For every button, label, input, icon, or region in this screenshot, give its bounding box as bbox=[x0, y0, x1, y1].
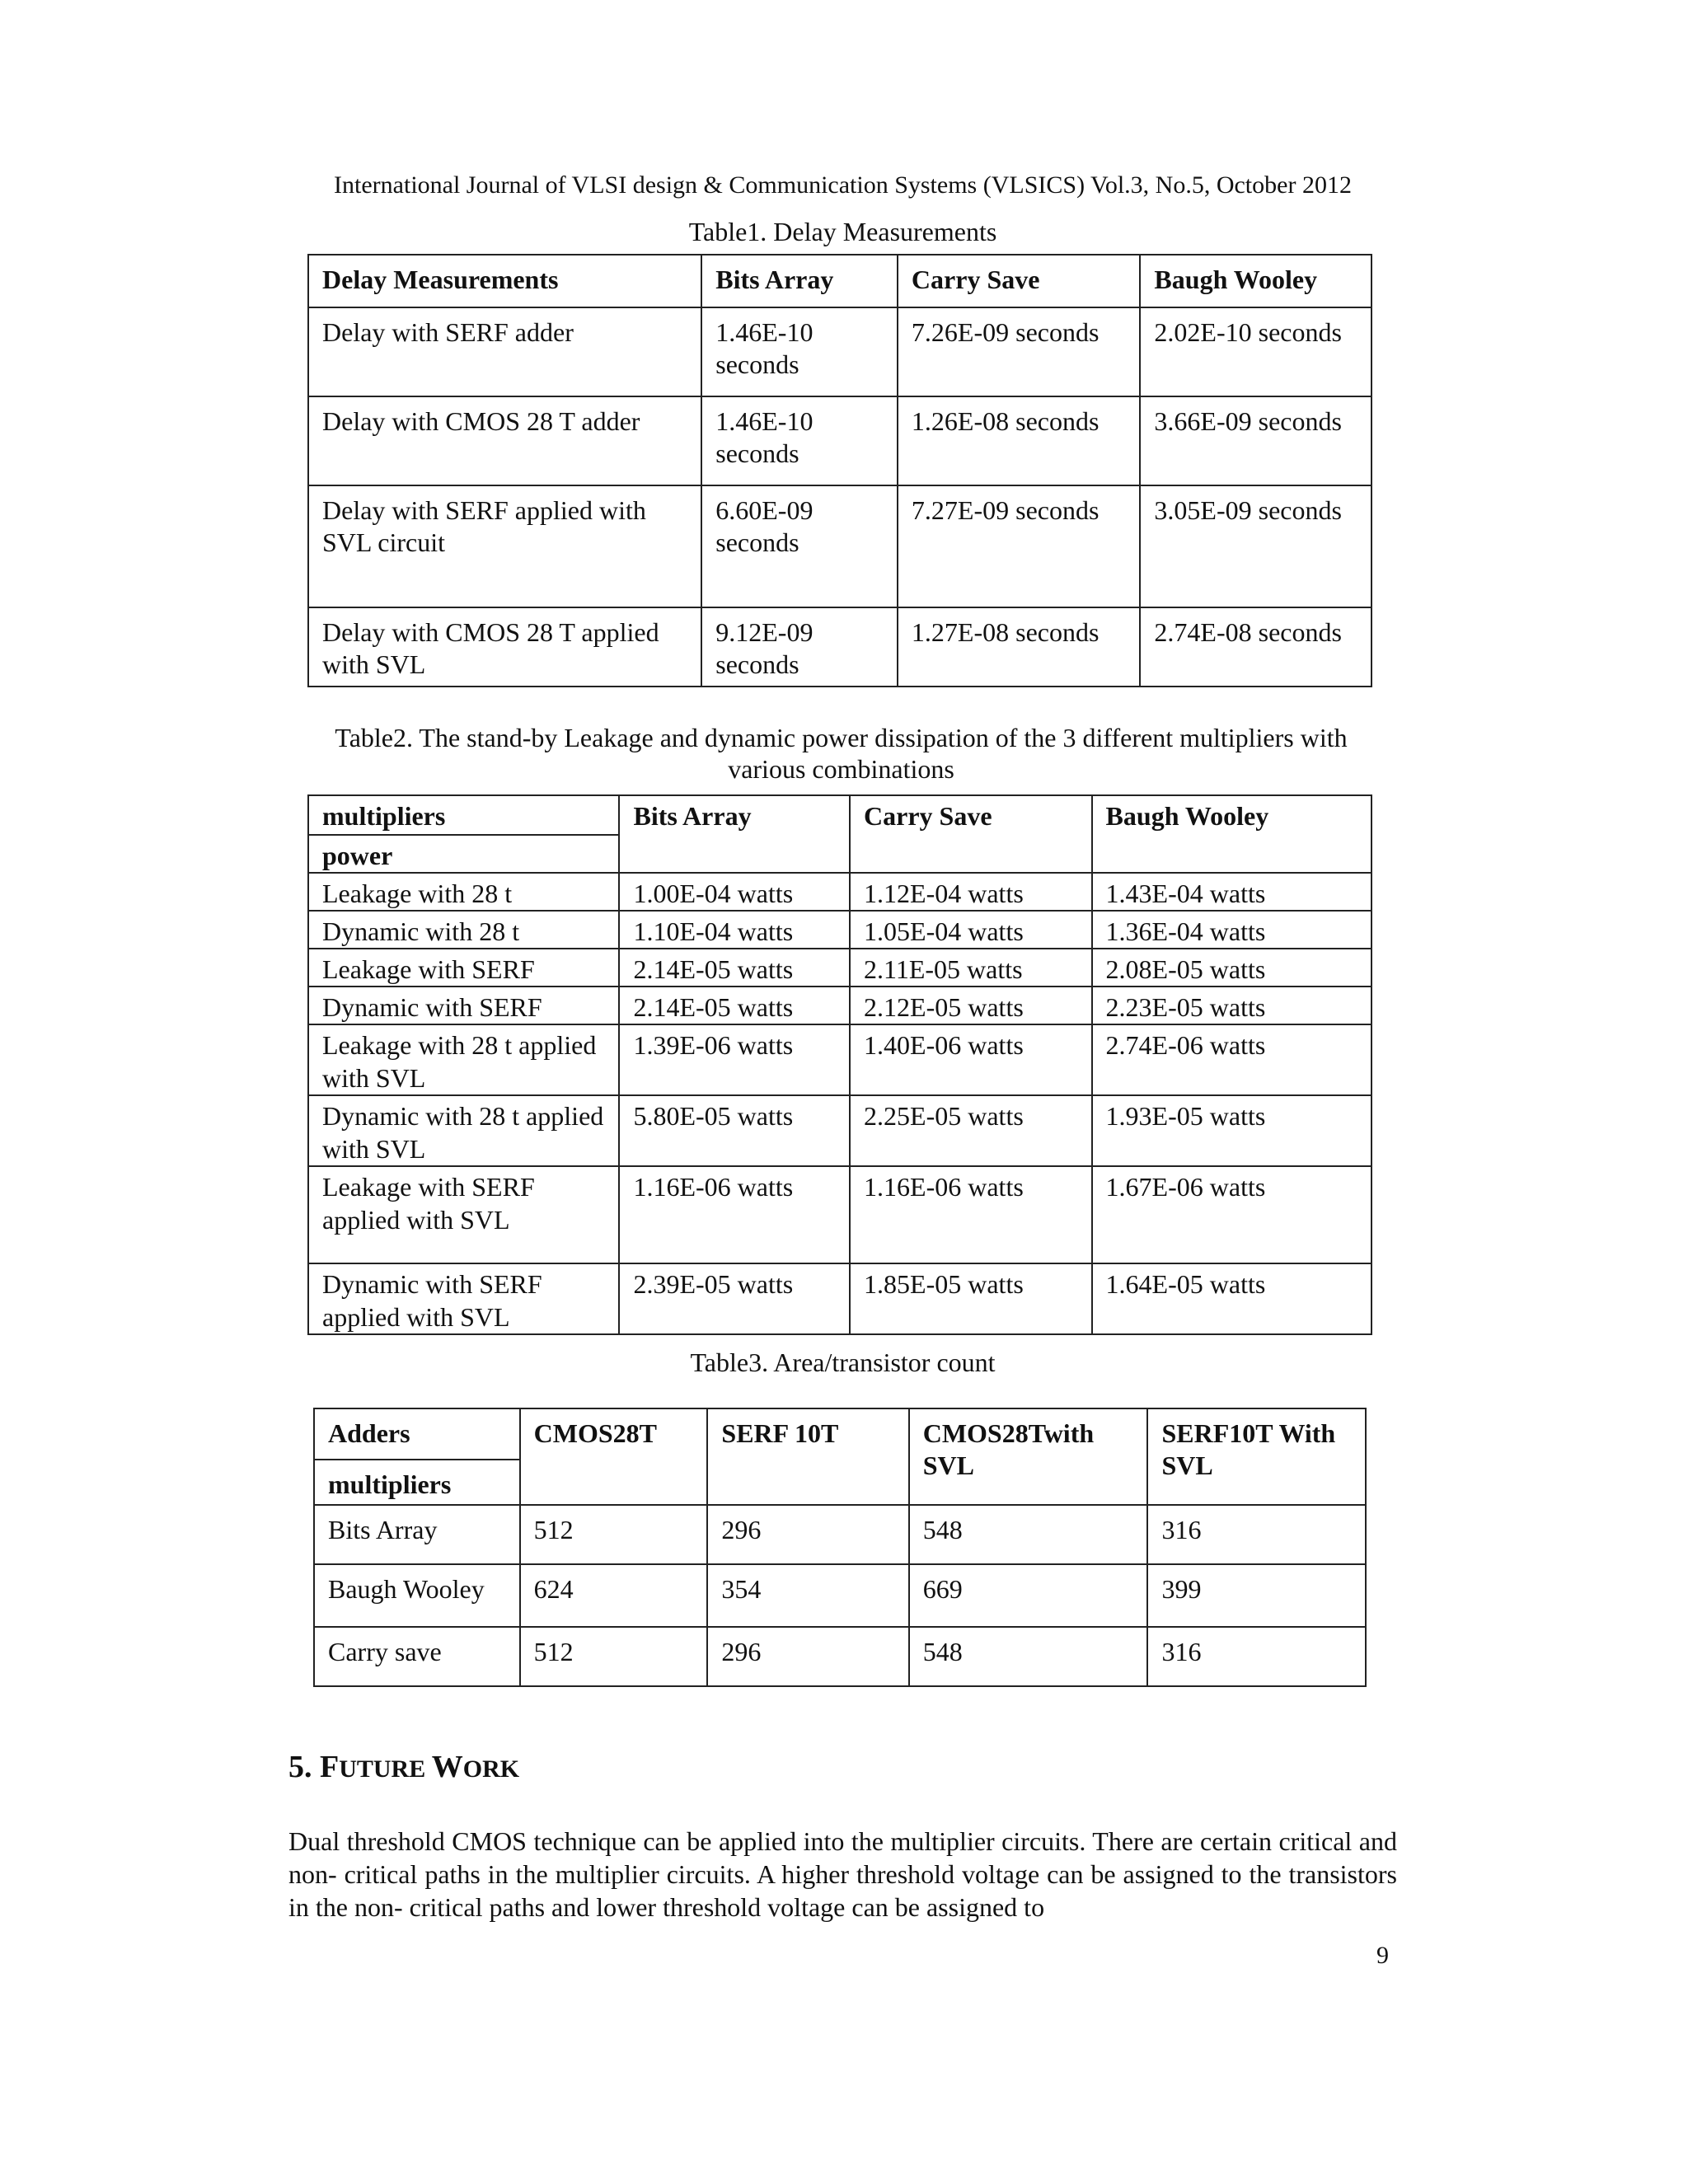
section-title-part: UTURE bbox=[339, 1755, 432, 1783]
table-row bbox=[314, 1564, 1366, 1627]
table3 bbox=[313, 1408, 1367, 1687]
section-title-part: F bbox=[320, 1750, 340, 1784]
table1-caption: Table1. Delay Measurements bbox=[688, 217, 997, 246]
table1-cell: 7.27E-09 seconds bbox=[898, 485, 1141, 607]
table3-corner-top: Adders bbox=[314, 1408, 520, 1460]
table2-cell: Dynamic with 28 t bbox=[308, 911, 619, 949]
table2-header-row bbox=[308, 795, 1372, 835]
table2-cell: 2.14E-05 watts bbox=[619, 987, 850, 1024]
table-row bbox=[308, 1095, 1372, 1166]
table1-header-cell: Baugh Wooley bbox=[1140, 255, 1372, 307]
table-row bbox=[308, 987, 1372, 1024]
table-row bbox=[308, 1166, 1372, 1263]
page-number: 9 bbox=[1376, 1942, 1389, 1969]
section-title-part: ORK bbox=[462, 1755, 520, 1783]
table1 bbox=[307, 254, 1372, 687]
table2-cell: 1.05E-04 watts bbox=[850, 911, 1092, 949]
table-row bbox=[314, 1627, 1366, 1686]
table2-cell: 1.16E-06 watts bbox=[619, 1166, 850, 1263]
table2-cell: 2.23E-05 watts bbox=[1092, 987, 1372, 1024]
table2-cell: 1.39E-06 watts bbox=[619, 1024, 850, 1095]
table1-cell: Delay with CMOS 28 T applied with SVL bbox=[308, 607, 701, 687]
table1-cell: 9.12E-09 seconds bbox=[701, 607, 898, 687]
table2-cell: 1.85E-05 watts bbox=[850, 1263, 1092, 1334]
table-row bbox=[308, 1024, 1372, 1095]
table3-cell: 624 bbox=[520, 1564, 708, 1627]
table2-cell: 1.40E-06 watts bbox=[850, 1024, 1092, 1095]
table2-cell: 1.10E-04 watts bbox=[619, 911, 850, 949]
table2-cell: 1.64E-05 watts bbox=[1092, 1263, 1372, 1334]
table1-cell: 7.26E-09 seconds bbox=[898, 307, 1141, 396]
running-head: International Journal of VLSI design & Communication Systems (VLSICS) Vol.3, No.5, October 2012 bbox=[334, 171, 1352, 199]
table2-cell: Dynamic with SERF bbox=[308, 987, 619, 1024]
section-title-part: W bbox=[431, 1750, 463, 1784]
table1-cell: 1.46E-10 seconds bbox=[701, 396, 898, 485]
table3-cell: 296 bbox=[707, 1505, 908, 1564]
table2-cell: 2.39E-05 watts bbox=[619, 1263, 850, 1334]
table2-cell: 1.12E-04 watts bbox=[850, 873, 1092, 911]
table2-caption: Table2. The stand-by Leakage and dynamic power dissipation of the 3 different multipliers with various combinations bbox=[335, 723, 1348, 784]
table2-cell: 2.25E-05 watts bbox=[850, 1095, 1092, 1166]
table1-cell: 3.05E-09 seconds bbox=[1140, 485, 1372, 607]
table1-cell: Delay with SERF applied with SVL circuit bbox=[308, 485, 701, 607]
table3-header-row bbox=[314, 1408, 1366, 1460]
table-row bbox=[308, 396, 1372, 485]
table3-corner-bottom: multipliers bbox=[314, 1460, 520, 1505]
table1-cell: 3.66E-09 seconds bbox=[1140, 396, 1372, 485]
table2-cell: 2.14E-05 watts bbox=[619, 949, 850, 987]
table-row bbox=[314, 1505, 1366, 1564]
table3-cell: 512 bbox=[520, 1505, 708, 1564]
table2-cell: Dynamic with SERF applied with SVL bbox=[308, 1263, 619, 1334]
table1-cell: 2.74E-08 seconds bbox=[1140, 607, 1372, 687]
table3-header-cell: CMOS28Twith SVL bbox=[909, 1408, 1148, 1505]
table2-cell: Leakage with 28 t applied with SVL bbox=[308, 1024, 619, 1095]
table-row bbox=[308, 1263, 1372, 1334]
table1-header-cell: Bits Array bbox=[701, 255, 898, 307]
table2-cell: 1.36E-04 watts bbox=[1092, 911, 1372, 949]
table1-header-cell: Delay Measurements bbox=[308, 255, 701, 307]
table2-cell: 1.93E-05 watts bbox=[1092, 1095, 1372, 1166]
table2-cell: 1.00E-04 watts bbox=[619, 873, 850, 911]
table2 bbox=[307, 794, 1372, 1335]
table3-header-cell: SERF 10T bbox=[707, 1408, 908, 1505]
table2-corner-top: multipliers bbox=[308, 795, 619, 835]
table3-cell: Bits Array bbox=[314, 1505, 520, 1564]
table1-cell: 2.02E-10 seconds bbox=[1140, 307, 1372, 396]
table2-header-cell: Carry Save bbox=[850, 795, 1092, 873]
table2-cell: 2.12E-05 watts bbox=[850, 987, 1092, 1024]
table2-cell: Leakage with 28 t bbox=[308, 873, 619, 911]
section-heading bbox=[288, 1749, 519, 1785]
table3-cell: 354 bbox=[707, 1564, 908, 1627]
table3-header-cell: CMOS28T bbox=[520, 1408, 708, 1505]
table2-cell: 2.08E-05 watts bbox=[1092, 949, 1372, 987]
table2-header-cell: Bits Array bbox=[619, 795, 850, 873]
table1-cell: Delay with SERF adder bbox=[308, 307, 701, 396]
table-row bbox=[308, 485, 1372, 607]
section-number: 5. bbox=[288, 1750, 320, 1784]
table3-cell: 548 bbox=[909, 1505, 1148, 1564]
table1-cell: Delay with CMOS 28 T adder bbox=[308, 396, 701, 485]
table3-cell: 399 bbox=[1147, 1564, 1366, 1627]
table1-cell: 1.26E-08 seconds bbox=[898, 396, 1141, 485]
table1-cell: 1.27E-08 seconds bbox=[898, 607, 1141, 687]
table3-cell: Carry save bbox=[314, 1627, 520, 1686]
table1-header-cell: Carry Save bbox=[898, 255, 1141, 307]
table2-cell: 2.11E-05 watts bbox=[850, 949, 1092, 987]
table3-header-cell: SERF10T With SVL bbox=[1147, 1408, 1366, 1505]
table2-cell: 1.67E-06 watts bbox=[1092, 1166, 1372, 1263]
table3-cell: 316 bbox=[1147, 1505, 1366, 1564]
table3-cell: 548 bbox=[909, 1627, 1148, 1686]
table2-cell: Dynamic with 28 t applied with SVL bbox=[308, 1095, 619, 1166]
table2-cell: 2.74E-06 watts bbox=[1092, 1024, 1372, 1095]
table2-cell: Leakage with SERF bbox=[308, 949, 619, 987]
table3-cell: 669 bbox=[909, 1564, 1148, 1627]
table3-cell: Baugh Wooley bbox=[314, 1564, 520, 1627]
table-row bbox=[308, 607, 1372, 687]
table1-cell: 6.60E-09 seconds bbox=[701, 485, 898, 607]
table2-corner-bottom: power bbox=[308, 835, 619, 873]
table2-header-cell: Baugh Wooley bbox=[1092, 795, 1372, 873]
table3-caption: Table3. Area/transistor count bbox=[690, 1347, 996, 1377]
table3-cell: 316 bbox=[1147, 1627, 1366, 1686]
table-row bbox=[308, 911, 1372, 949]
table-row bbox=[308, 873, 1372, 911]
table2-cell: 1.43E-04 watts bbox=[1092, 873, 1372, 911]
table2-cell: 1.16E-06 watts bbox=[850, 1166, 1092, 1263]
table-row bbox=[308, 307, 1372, 396]
table-row bbox=[308, 949, 1372, 987]
table2-cell: Leakage with SERF applied with SVL bbox=[308, 1166, 619, 1263]
table1-header-row bbox=[308, 255, 1372, 307]
table1-cell: 1.46E-10 seconds bbox=[701, 307, 898, 396]
section-paragraph: Dual threshold CMOS technique can be applied into the multiplier circuits. There are certain critical and non- critical paths in the multiplier circuits. A higher threshold voltage can be assigned to the transistors in the non- critical paths and lower threshold voltage can be assigned to bbox=[288, 1826, 1397, 1922]
table2-cell: 5.80E-05 watts bbox=[619, 1095, 850, 1166]
table3-cell: 512 bbox=[520, 1627, 708, 1686]
table3-cell: 296 bbox=[707, 1627, 908, 1686]
